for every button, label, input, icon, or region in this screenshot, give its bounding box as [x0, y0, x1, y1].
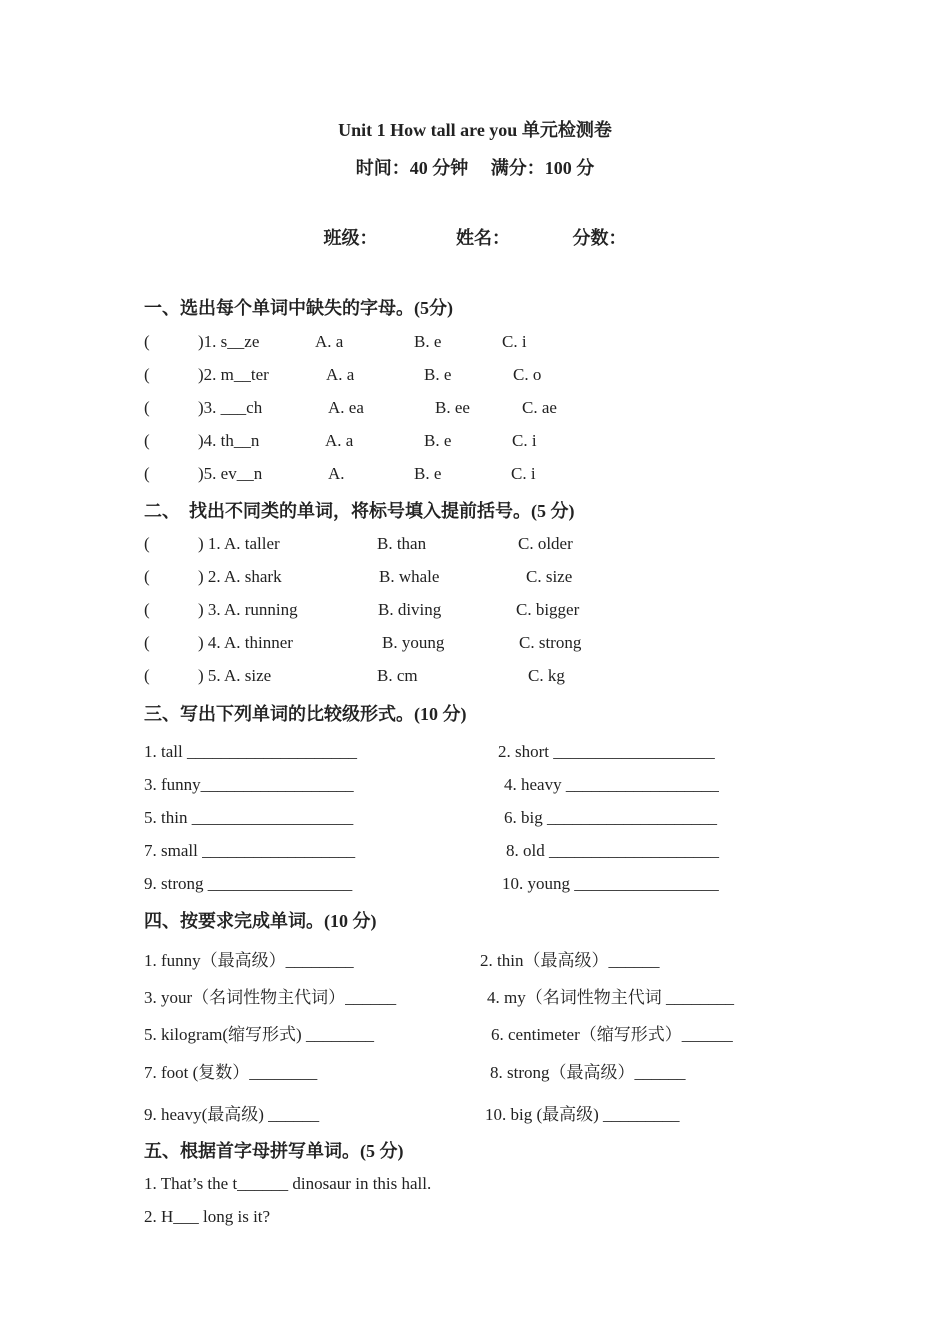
- option-a: A. a: [315, 332, 344, 351]
- question-left: 5. thin ___________________: [144, 808, 354, 827]
- option-c: C. i: [511, 464, 536, 483]
- answer-paren: (: [144, 534, 150, 553]
- question-text: )2. m__ter: [198, 365, 269, 384]
- question-text: ) 2. A. shark: [198, 567, 282, 586]
- question-left: 9. strong _________________: [144, 874, 353, 893]
- section-4-heading: 四、按要求完成单词。(10 分): [144, 911, 377, 931]
- option-c: C. size: [526, 567, 573, 586]
- question-text: )4. th__n: [198, 431, 260, 450]
- answer-paren: (: [144, 600, 150, 619]
- option-b: B. diving: [378, 600, 442, 619]
- answer-paren: (: [144, 666, 150, 685]
- question-right: 6. big ____________________: [504, 808, 717, 827]
- section-1-heading: 一、选出每个单词中缺失的字母。(5分): [144, 298, 453, 318]
- answer-paren: (: [144, 464, 150, 483]
- question-left: 5. kilogram(缩写形式) ________: [144, 1025, 374, 1044]
- question-text: ) 3. A. running: [198, 600, 298, 619]
- option-b: B. e: [414, 332, 442, 351]
- question-text: ) 1. A. taller: [198, 534, 280, 553]
- option-c: C. bigger: [516, 600, 580, 619]
- option-b: B. ee: [435, 398, 470, 417]
- option-c: C. strong: [519, 633, 582, 652]
- time-score-line: 时间：40 分钟 满分：100 分: [355, 158, 595, 178]
- question-right: 4. heavy __________________: [504, 775, 719, 794]
- question-text: ) 5. A. size: [198, 666, 272, 685]
- question-text: )3. ___ch: [198, 398, 263, 417]
- name-label: 姓名：: [456, 228, 510, 248]
- option-b: B. cm: [377, 666, 418, 685]
- option-c: C. o: [513, 365, 542, 384]
- section-5-heading: 五、根据首字母拼写单词。(5 分): [144, 1141, 404, 1161]
- option-b: B. e: [424, 431, 452, 450]
- answer-paren: (: [144, 633, 150, 652]
- question-right: 2. short ___________________: [498, 742, 715, 761]
- question-left: 1. tall ____________________: [144, 742, 357, 761]
- option-c: C. ae: [522, 398, 557, 417]
- section-3-heading: 三、写出下列单词的比较级形式。(10 分): [144, 704, 467, 724]
- option-a: A. a: [325, 431, 354, 450]
- question-right: 8. old ____________________: [506, 841, 719, 860]
- option-b: B. whale: [379, 567, 440, 586]
- class-label: 班级：: [323, 228, 378, 248]
- question-left: 3. your（名词性物主代词）______: [144, 988, 397, 1007]
- option-a: A. a: [326, 365, 355, 384]
- score-label: 分数：: [572, 228, 627, 248]
- page-title: Unit 1 How tall are you 单元检测卷: [338, 120, 612, 140]
- option-c: C. i: [512, 431, 537, 450]
- option-c: C. i: [502, 332, 527, 351]
- option-c: C. kg: [528, 666, 565, 685]
- option-b: B. young: [382, 633, 445, 652]
- option-b: B. e: [414, 464, 442, 483]
- question-right: 6. centimeter（缩写形式）______: [491, 1025, 733, 1044]
- question-text: ) 4. A. thinner: [198, 633, 293, 652]
- section-2-heading: 二、 找出不同类的单词，将标号填入提前括号。(5 分): [144, 501, 575, 521]
- answer-paren: (: [144, 365, 150, 384]
- question-right: 4. my（名词性物主代词 ________: [487, 988, 734, 1007]
- answer-paren: (: [144, 332, 150, 351]
- question-left: 9. heavy(最高级) ______: [144, 1105, 320, 1124]
- question-left: 7. small __________________: [144, 841, 356, 860]
- question-right: 8. strong（最高级）______: [490, 1063, 686, 1082]
- question-right: 2. thin（最高级）______: [480, 951, 660, 970]
- answer-paren: (: [144, 431, 150, 450]
- question-right: 10. big (最高级) _________: [485, 1105, 680, 1124]
- answer-paren: (: [144, 398, 150, 417]
- option-b: B. e: [424, 365, 452, 384]
- question-left: 1. funny（最高级）________: [144, 951, 354, 970]
- option-c: C. older: [518, 534, 573, 553]
- question-left: 3. funny__________________: [144, 775, 354, 794]
- question-left: 7. foot (复数）________: [144, 1063, 318, 1082]
- question-right: 10. young _________________: [502, 874, 719, 893]
- question-text: )5. ev__n: [198, 464, 263, 483]
- answer-paren: (: [144, 567, 150, 586]
- option-a: A. ea: [328, 398, 364, 417]
- question-row: 1. That’s the t______ dinosaur in this hall.: [144, 1174, 432, 1193]
- option-b: B. than: [377, 534, 427, 553]
- option-a: A.: [328, 464, 345, 483]
- question-row: 2. H___ long is it?: [144, 1207, 271, 1226]
- student-info-line: [0, 224, 950, 250]
- question-text: )1. s__ze: [198, 332, 260, 351]
